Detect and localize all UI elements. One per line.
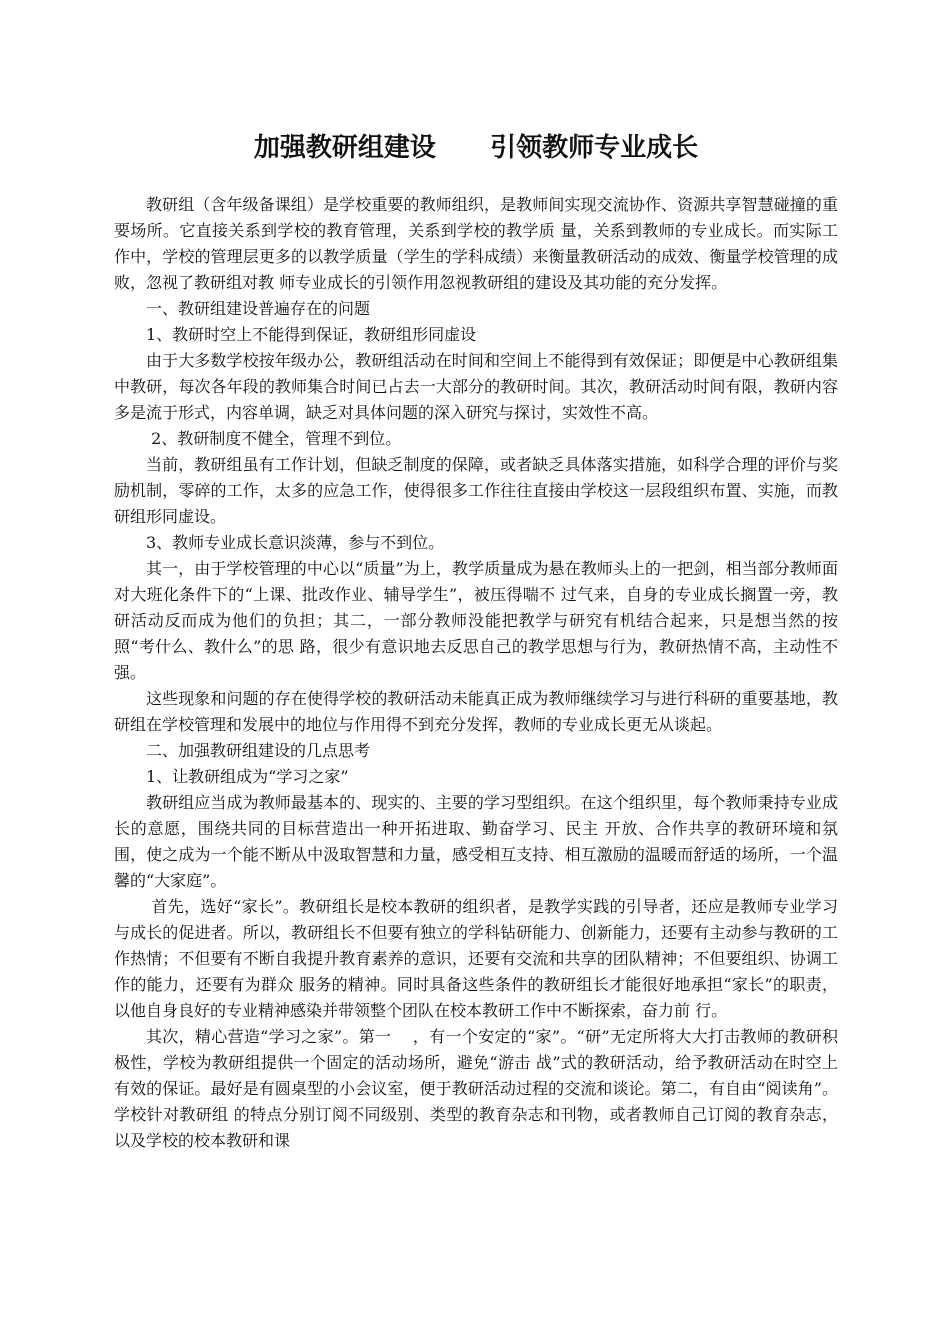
subheading-1-3: 3、教师专业成长意识淡薄，参与不到位。	[146, 533, 445, 552]
paragraph-2-1-first: 首先，选好“家长”。教研组长是校本教研的组织者，是教学实践的引导者，还应是教师专业学习与成长的促进者。所以，教研组长不但要有独立的学科钻研能力、创新能力，还要有主动参与教研的工作热情；不但要有不断自我提升教育素养的意识，还要有交流和共享的团队精神；不但要组织、协调工作的能力，还要有为群众 服务的精神。同时具备这些条件的教研组长才能很好地承担“家长”的职责，以他自身良好的专业精神感染并带领整个团队在校本教研工作中不断探索，奋力前 行。	[114, 897, 838, 1020]
subheading-1-2: 2、教研制度不健全，管理不到位。	[146, 429, 402, 448]
paragraph-intro: 教研组（含年级备课组）是学校重要的教师组织，是教师间实现交流协作、资源共享智慧碰撞的重要场所。它直接关系到学校的教育管理，关系到学校的教学质 量，关系到教师的专业成长。而实际工作中，学校的管理层更多的以教学质量（学生的学科成绩）来衡量教研活动的成效、衡量学校管理的成败，忽视了教研组对教 师专业成长的引领作用忽视教研组的建设及其功能的充分发挥。	[114, 195, 838, 292]
paragraph-1-1: 由于大多数学校按年级办公，教研组活动在时间和空间上不能得到有效保证；即便是中心教研组集中教研，每次各年段的教师集合时间已占去一大部分的教研时间。其次，教研活动时间有限，教研内容多是流于形式，内容单调，缺乏对具体问题的深入研究与探讨，实效性不高。	[114, 351, 838, 422]
paragraph-2-1: 教研组应当成为教师最基本的、现实的、主要的学习型组织。在这个组织里，每个教师秉持专业成长的意愿，围绕共同的目标营造出一种开拓进取、勤奋学习、民主 开放、合作共享的教研环境和氛围，使之成为一个能不断从中汲取智慧和力量，感受相互支持、相互激励的温暖而舒适的场所，一个温馨的“大家庭”。	[114, 793, 838, 890]
document-page	[114, 128, 838, 1154]
paragraph-2-1-second: 其次，精心营造“学习之家”。第一 ，有一个安定的“家”。“研”无定所将大大打击教师的教研积极性，学校为教研组提供一个固定的活动场所，避免“游击 战”式的教研活动，给予教研活动在时空上有效的保证。最好是有圆桌型的小会议室，便于教研活动过程的交流和谈论。第二，有自由“阅读角”。学校针对教研组 的特点分别订阅不同级别、类型的教育杂志和刊物，或者教师自己订阅的教育杂志，以及学校的校本教研和课	[114, 1027, 838, 1150]
paragraph-1-2: 当前，教研组虽有工作计划，但缺乏制度的保障，或者缺乏具体落实措施，如科学合理的评价与奖励机制，零碎的工作，太多的应急工作，使得很多工作往往直接由学校这一层段组织布置、实施，而教研组形同虚设。	[114, 455, 838, 526]
paragraph-1-3: 其一，由于学校管理的中心以“质量”为上，教学质量成为悬在教师头上的一把剑，相当部分教师面对大班化条件下的“上课、批改作业、辅导学生”，被压得喘不 过气来，自身的专业成长搁置一旁，教研活动反而成为他们的负担；其二，一部分教师没能把教学与研究有机结合起来，只是想当然的按照“考什么、教什么”的思 路，很少有意识地去反思自己的教学思想与行为，教研热情不高，主动性不强。	[114, 559, 838, 682]
subheading-2-1: 1、让教研组成为“学习之家”	[146, 767, 349, 786]
subheading-1-1: 1、教研时空上不能得到保证，教研组形同虚设	[146, 325, 477, 344]
document-title: 加强教研组建设 引领教师专业成长	[253, 133, 699, 163]
section-heading-1: 一、教研组建设普遍存在的问题	[146, 299, 371, 318]
section-heading-2: 二、加强教研组建设的几点思考	[146, 741, 371, 760]
paragraph-1-summary: 这些现象和问题的存在使得学校的教研活动未能真正成为教师继续学习与进行科研的重要基地，教研组在学校管理和发展中的地位与作用得不到充分发挥，教师的专业成长更无从谈起。	[114, 689, 838, 734]
